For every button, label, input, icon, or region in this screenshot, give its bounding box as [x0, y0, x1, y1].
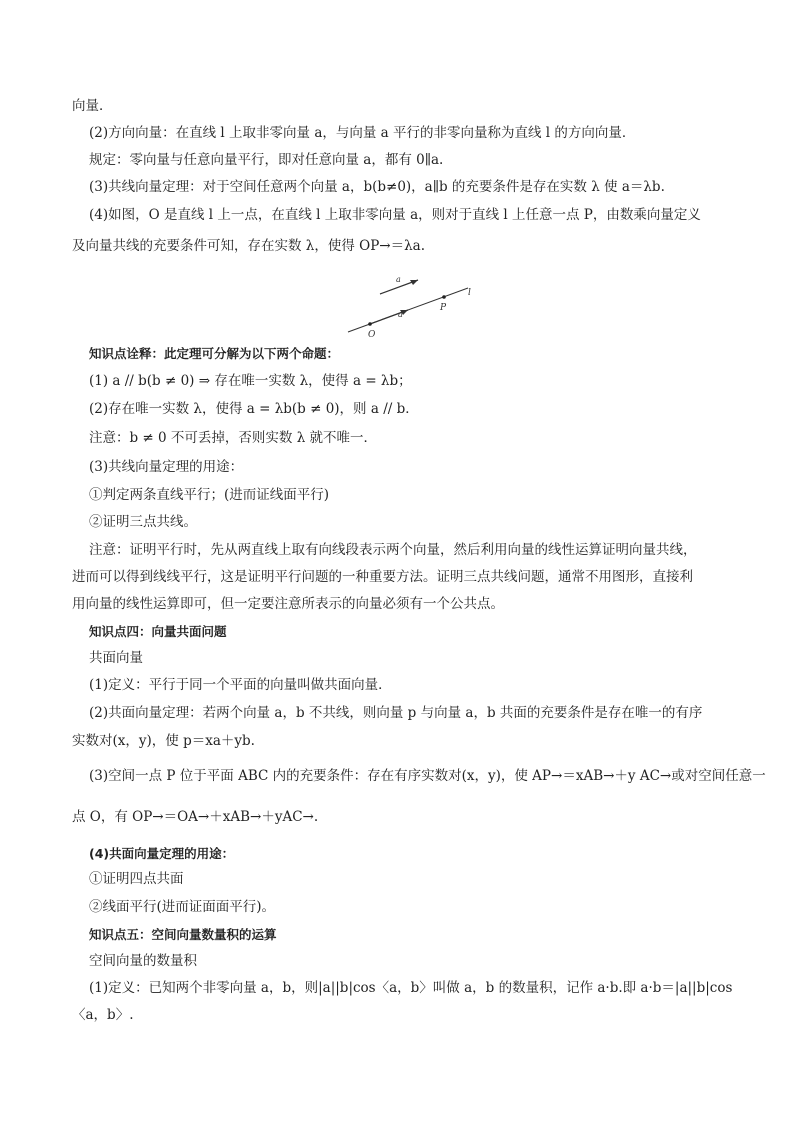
text-line: ①证明四点共面 [89, 871, 184, 887]
label-a-bottom: a [398, 310, 403, 319]
label-a-top: a [396, 275, 401, 284]
text-line: 注意：证明平行时，先从两直线上取有向线段表示两个向量，然后利用向量的线性运算证明向量共线， [89, 542, 697, 558]
text-line: (2)共面向量定理：若两个向量 a，b 不共线，则向量 p 与向量 a，b 共面的充要条件是存在唯一的有序 [89, 705, 703, 721]
text-line: (1)定义：已知两个非零向量 a，b，则|a||b|cos〈a，b〉叫做 a，b 的数量积，记作 a·b.即 a·b＝|a||b|cos [89, 980, 733, 996]
text-line: 知识点五：空间向量数量积的运算 [89, 927, 277, 942]
text-line: (1)定义：平行于同一个平面的向量叫做共面向量． [89, 677, 392, 693]
text-line: (4)共面向量定理的用途： [89, 846, 235, 861]
text-line: (3)共线向量定理的用途： [89, 459, 244, 475]
text-line: ②证明三点共线。 [89, 514, 197, 530]
label-o: O [368, 330, 376, 340]
text-line: 注意：b ≠ 0 不可丢掉，否则实数 λ 就不唯一． [89, 430, 378, 446]
text-line: 点 O，有 OP→＝OA→＋xAB→＋yAC→. [72, 809, 319, 825]
text-line: (4)如图，O 是直线 l 上一点，在直线 l 上取非零向量 a，则对于直线 l 上任意一点 P，由数乘向量定义 [89, 207, 701, 223]
text-line: 进而可以得到线线平行，这是证明平行问题的一种重要方法。证明三点共线问题，通常不用图形，直接利 [72, 569, 693, 585]
text-line: ①判定两条直线平行；(进而证线面平行) [89, 487, 330, 503]
text-line: 〈a，b〉. [72, 1007, 134, 1023]
text-line: 知识点四：向量共面问题 [89, 624, 227, 639]
text-line: (2)存在唯一实数 λ，使得 a = λb(b ≠ 0)，则 a // b． [89, 401, 419, 417]
collinear-vector-figure [340, 270, 490, 340]
text-line: 向量． [72, 98, 113, 114]
text-line: (2)方向向量：在直线 l 上取非零向量 a，与向量 a 平行的非零向量称为直线 l 的方向向量． [89, 125, 636, 141]
point-p [442, 295, 446, 299]
text-line: 实数对(x，y)，使 p＝xa＋yb. [72, 733, 255, 749]
text-line: ②线面平行(进而证面面平行)。 [89, 899, 276, 915]
text-line: (1) a // b(b ≠ 0) ⇒ 存在唯一实数 λ，使得 a = λb； [89, 373, 412, 389]
text-line: 及向量共线的充要条件可知，存在实数 λ，使得 OP→＝λa. [72, 238, 425, 254]
label-l: l [468, 288, 471, 298]
text-line: 用向量的线性运算即可，但一定要注意所表示的向量必须有一个公共点。 [72, 596, 504, 612]
text-line: 规定：零向量与任意向量平行，即对任意向量 a，都有 0∥a. [89, 152, 444, 168]
text-line: 空间向量的数量积 [89, 953, 197, 969]
text-line: 知识点诠释：此定理可分解为以下两个命题： [89, 346, 340, 361]
text-line: (3)共线向量定理：对于空间任意两个向量 a，b(b≠0)，a∥b 的充要条件是存在实数 λ 使 a＝λb. [89, 179, 665, 195]
point-o [368, 322, 372, 326]
label-p: P [440, 303, 447, 313]
text-line: (3)空间一点 P 位于平面 ABC 内的充要条件：存在有序实数对(x，y)，使 AP→＝xAB→＋y AC→或对空间任意一 [89, 768, 766, 784]
text-line: 共面向量 [89, 650, 143, 666]
